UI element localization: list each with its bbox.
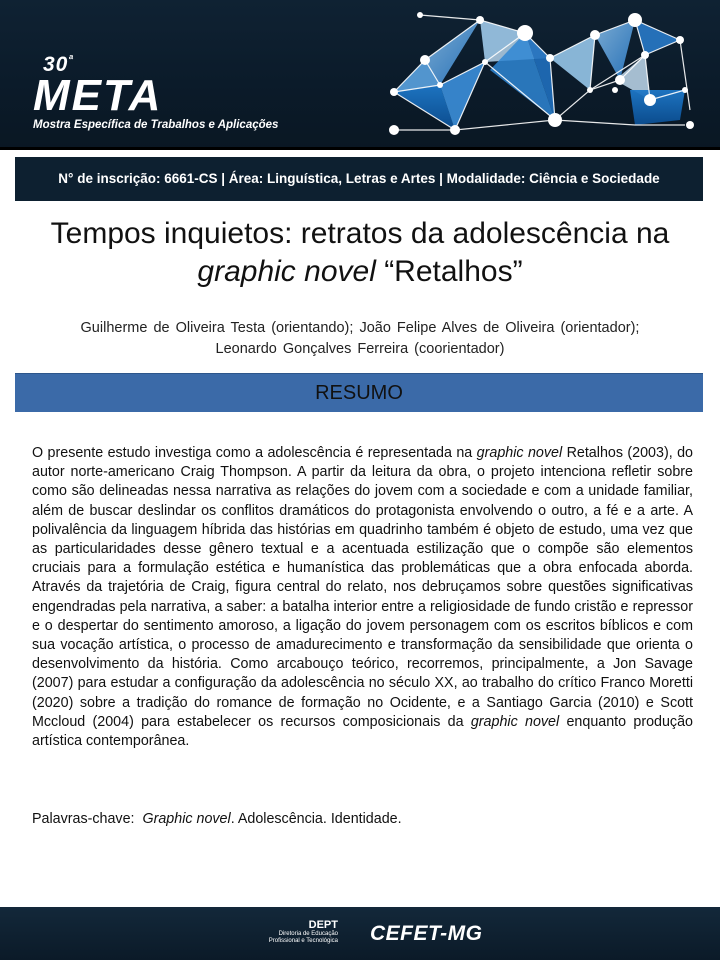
authors-line-1: Guilherme de Oliveira Testa (orientando); João Felipe Alves de Oliveira (orientador); bbox=[80, 320, 640, 336]
meta-logo: META bbox=[33, 71, 163, 120]
registration-info-bar bbox=[15, 157, 703, 201]
section-heading-resumo: RESUMO bbox=[15, 373, 703, 412]
abstract-text: O presente estudo investiga como a adolescência é representada na graphic novel Retalhos (2003), do autor norte-americano Craig Thompson. A partir da leitura da obra, o projeto intenciona refletir sobre como são delineadas nessa narrativa as relações do jovem com a sociedade e com a unidade familiar, além de buscar deslindar os conflitos dramáticos do protagonista envolvendo o outro, a fé e a arte. A polivalência da linguagem híbrida das histórias em quadrinho também é objeto de estudo, uma vez que as particularidades desse gênero textual e a acentuada estilização que o compõe são elementos cruciais para a formulação estética e humanística das problemáticas que a obra enfocada aborda. Através da trajetória de Craig, figura central do relato, nos debruçamos sobre questões significativas engendradas pela narrativa, a saber: a batalha interior entre a religiosidade de fundo cristão e repressor e o despertar do sentimento amoroso, a ligação do jovem personagem com os escritos bíblicos e com sua vocação artística, o processo de amadurecimento e transformação da sensibilidade que orienta o desenvolvimento da história. Como arcabouço teórico, recorremos, principalmente, a Jon Savage (2007) para estudar a configuração da adolescência no século XX, ao trabalho do crítico Franco Moretti (2020) sobre a tradição do romance de formação no Ocidente, e a Santiago Garcia (2010) e Scott Mccloud (2004) para estabelecer os recursos composicionais da graphic novel enquanto produção artística contemporânea. bbox=[32, 445, 694, 750]
keywords-italic: Graphic novel bbox=[142, 811, 231, 827]
page-footer bbox=[0, 907, 720, 960]
network-graphic-icon bbox=[380, 0, 710, 148]
keywords-label: Palavras-chave: bbox=[32, 811, 135, 827]
keywords-rest: . Adolescência. Identidade. bbox=[230, 811, 402, 827]
event-tagline: Mostra Específica de Trabalhos e Aplicações bbox=[33, 119, 279, 131]
title-italic: graphic novel bbox=[197, 255, 376, 288]
authors-line-2: Leonardo Gonçalves Ferreira (coorientador) bbox=[215, 341, 505, 357]
title-line-1: Tempos inquietos: retratos da adolescência na bbox=[50, 217, 670, 250]
cefet-logo: CEFET-MG bbox=[370, 922, 483, 945]
header-divider bbox=[0, 147, 720, 150]
registration-info-text: N° de inscrição: 6661-CS | Área: Linguística, Letras e Artes | Modalidade: Ciência e Sociedade bbox=[58, 171, 660, 186]
paper-title bbox=[20, 215, 700, 291]
title-rest: “Retalhos” bbox=[375, 255, 523, 288]
event-header bbox=[0, 0, 720, 150]
keywords bbox=[32, 810, 693, 829]
authors bbox=[28, 318, 692, 360]
dept-logo: DEPT Diretoria de Educação Profissional e Tecnológica bbox=[268, 919, 338, 944]
edition-number: $30^ª$ bbox=[43, 52, 74, 76]
